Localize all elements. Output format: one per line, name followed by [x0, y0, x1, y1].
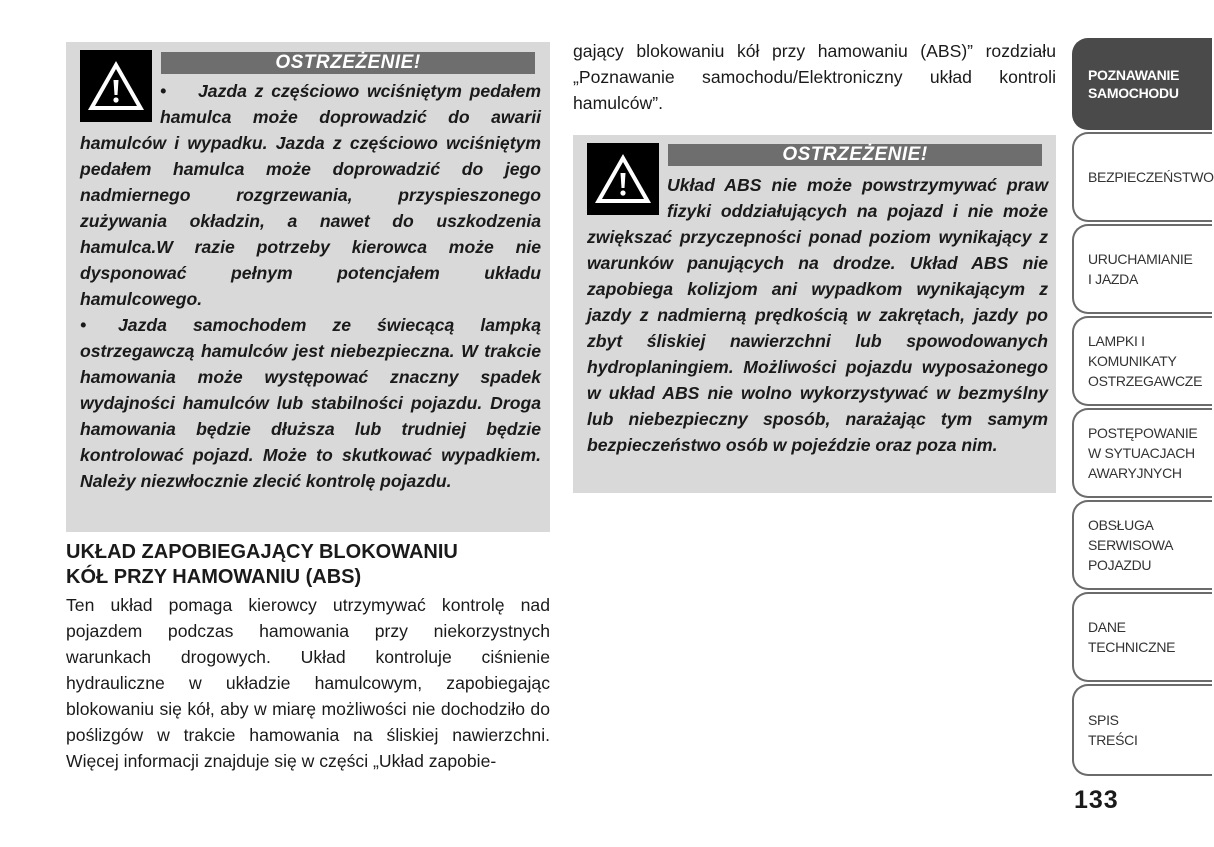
- tab-label: POSTĘPOWANIE W SYTUACJACH AWARYJNYCH: [1088, 425, 1198, 481]
- bullet: •: [80, 315, 87, 335]
- warning-text-left: [80, 78, 541, 494]
- warning-paragraph: • Jazda samochodem ze świecącą lampką ostrzegawczą hamulców jest niebezpieczna. W trakcie hamowania może występować znaczny spadek wydajności hamulców lub stabilności pojazdu. Droga hamowania będzie dłuższa lub trudniej będzie kontrolować pojazd. Może to skutkować wypadkiem. Należy niezwłocznie zlecić kontrolę pojazdu.: [80, 312, 541, 494]
- warning-title: OSTRZEŻENIE!: [161, 52, 535, 74]
- warning-box-abs: [573, 135, 1056, 493]
- tab-label: BEZPIECZEŃSTWO: [1088, 169, 1214, 185]
- section-body-full: [0, 0, 1, 1]
- body-paragraph: gający blokowaniu kół przy hamowaniu (ABS)” rozdziału „Poznawanie samochodu/Elektroniczny układ kontroli hamulców”.: [573, 41, 1056, 113]
- heading-line: UKŁAD ZAPOBIEGAJĄCY BLOKOWANIU: [66, 541, 458, 563]
- tab-label: LAMPKI I KOMUNIKATY OSTRZEGAWCZE: [1088, 333, 1203, 389]
- tab-label: OBSŁUGA SERWISOWA POJAZDU: [1088, 517, 1174, 573]
- tab-label: URUCHAMIANIE I JAZDA: [1088, 251, 1193, 287]
- warning-paragraph: Układ ABS nie może powstrzymywać praw fizyki oddziałujących na pojazd i nie może zwiększać przyczepności ponad poziom wynikający z warunków panujących na drodze. Układ ABS nie zapobiega kolizjom ani wypadkom wynikającym z jazdy z nadmierną prędkością w zakrętach, jazdy po zbyt śliskiej nawierzchni lub spowodowanych hydroplaningiem. Możliwości pojazdu wyposażonego w układ ABS nie wolno wykorzystywać w bezmyślny lub niebezpieczny sposób, narażając tym samym bezpieczeństwo osób w pojeździe oraz poza nim.: [587, 175, 1048, 455]
- warning-paragraph: • Jazda z częściowo wciśniętym pedałem hamulca może doprowadzić do awarii hamulców i wypadku. Jazda z częściowo wciśniętym pedałem hamulca może doprowadzić do jego nadmiernego rozgrzewania, przyspieszonego zużywania okładzin, a nawet do uszkodzenia hamulca.W razie potrzeby kierowca może nie dysponować pełnym potencjałem układu hamulcowego.: [80, 78, 541, 312]
- section-body-col2: [573, 38, 1056, 116]
- section-heading: [66, 540, 556, 590]
- tab-bezpieczenstwo[interactable]: [1072, 132, 1212, 222]
- section-body-col1: [66, 592, 550, 774]
- bullet: •: [160, 81, 167, 101]
- warning-text-right: [587, 172, 1048, 458]
- tab-poznawanie-samochodu[interactable]: [1072, 38, 1212, 130]
- tab-spis-tresci[interactable]: [1072, 684, 1212, 776]
- warning-box-brakes: [66, 42, 550, 532]
- tab-uruchamianie-i-jazda[interactable]: [1072, 224, 1212, 314]
- tab-postepowanie-awaryjne[interactable]: [1072, 408, 1212, 498]
- body-paragraph: Ten układ pomaga kierowcy utrzymywać kontrolę nad pojazdem podczas hamowania przy niekorzystnych warunkach drogowych. Układ kontroluje ciśnienie hydrauliczne w układzie hamulcowym, zapobiegając blokowaniu się kół, aby w miarę możliwości nie dochodziło do poślizgów w trakcie hamowania na śliskiej nawierzchni. Więcej informacji znajduje się w części „Układ zapobie-: [66, 595, 550, 771]
- tab-obsluga-serwisowa[interactable]: [1072, 500, 1212, 590]
- tab-label: POZNAWANIE SAMOCHODU: [1088, 67, 1180, 101]
- page-number: 133: [1074, 786, 1119, 814]
- tab-label: DANE TECHNICZNE: [1088, 619, 1176, 655]
- heading-line: KÓŁ PRZY HAMOWANIU (ABS): [66, 566, 362, 588]
- tab-label: SPIS TREŚCI: [1088, 712, 1138, 748]
- tab-dane-techniczne[interactable]: [1072, 592, 1212, 682]
- warning-title: OSTRZEŻENIE!: [668, 144, 1042, 166]
- tab-lampki-i-komunikaty[interactable]: [1072, 316, 1212, 406]
